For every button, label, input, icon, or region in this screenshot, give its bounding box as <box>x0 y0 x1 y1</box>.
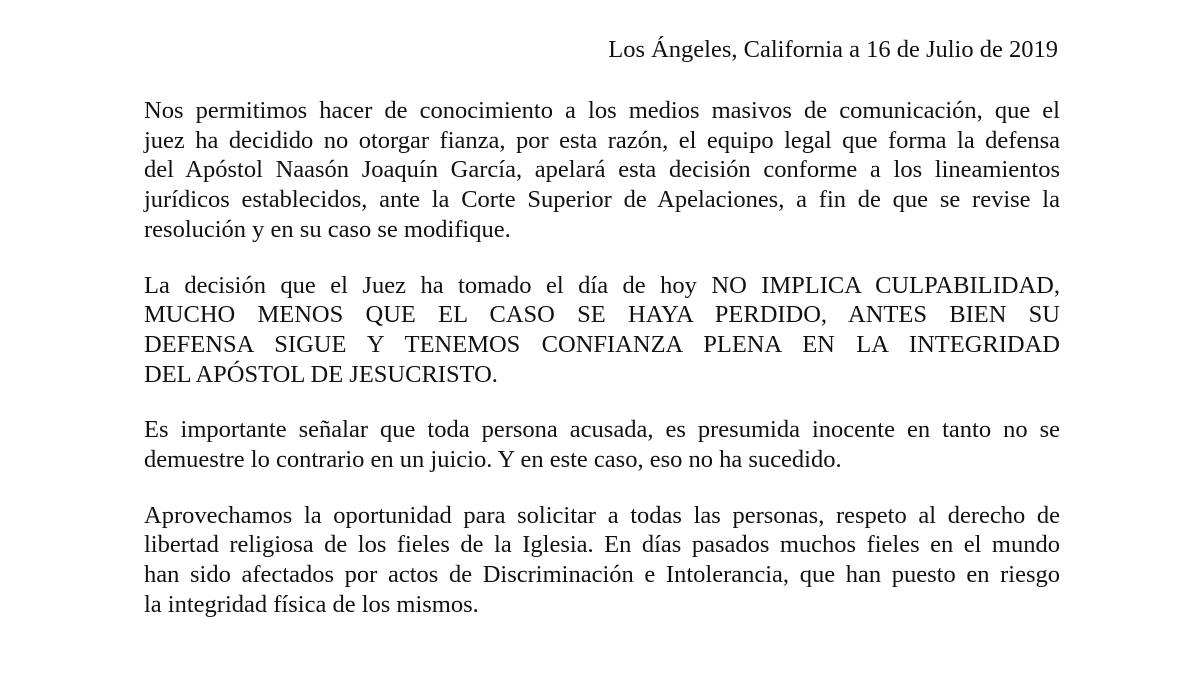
paragraph-line: MUCHO MENOS QUE EL CASO SE HAYA PERDIDO, ANTES BIEN SU <box>144 301 1060 329</box>
paragraph-line: libertad religiosa de los fieles de la Iglesia. En días pasados muchos fieles en el mundo <box>144 531 1060 559</box>
paragraph-line: DEL APÓSTOL DE JESUCRISTO. <box>144 360 498 388</box>
paragraph-line: DEFENSA SIGUE Y TENEMOS CONFIANZA PLENA EN LA INTEGRIDAD <box>144 330 1060 358</box>
paragraph-line: La decisión que el Juez ha tomado el día de hoy NO IMPLICA CULPABILIDAD, <box>144 271 1060 299</box>
paragraph-4 <box>144 501 1060 620</box>
paragraph-line: la integridad física de los mismos. <box>144 590 479 618</box>
paragraph-line: Es importante señalar que toda persona acusada, es presumida inocente en tanto no se <box>144 416 1060 444</box>
paragraph-line: resolución y en su caso se modifique. <box>144 215 511 243</box>
paragraph-line: juez ha decidido no otorgar fianza, por esta razón, el equipo legal que forma la defensa <box>144 126 1060 154</box>
paragraph-2 <box>144 271 1060 390</box>
paragraph-line: jurídicos establecidos, ante la Corte Superior de Apelaciones, a fin de que se revise la <box>144 186 1060 214</box>
document-body <box>144 96 1060 646</box>
dateline: Los Ángeles, California a 16 de Julio de 2019 <box>608 36 1058 63</box>
paragraph-line: demuestre lo contrario en un juicio. Y en este caso, eso no ha sucedido. <box>144 446 842 474</box>
paragraph-1 <box>144 96 1060 245</box>
paragraph-3 <box>144 415 1060 474</box>
paragraph-line: Aprovechamos la oportunidad para solicitar a todas las personas, respeto al derecho de <box>144 501 1060 529</box>
paragraph-line: Nos permitimos hacer de conocimiento a los medios masivos de comunicación, que el <box>144 97 1060 124</box>
paragraph-line: del Apóstol Naasón Joaquín García, apelará esta decisión conforme a los lineamientos <box>144 156 1060 184</box>
paragraph-line: han sido afectados por actos de Discriminación e Intolerancia, que han puesto en riesgo <box>144 561 1060 589</box>
